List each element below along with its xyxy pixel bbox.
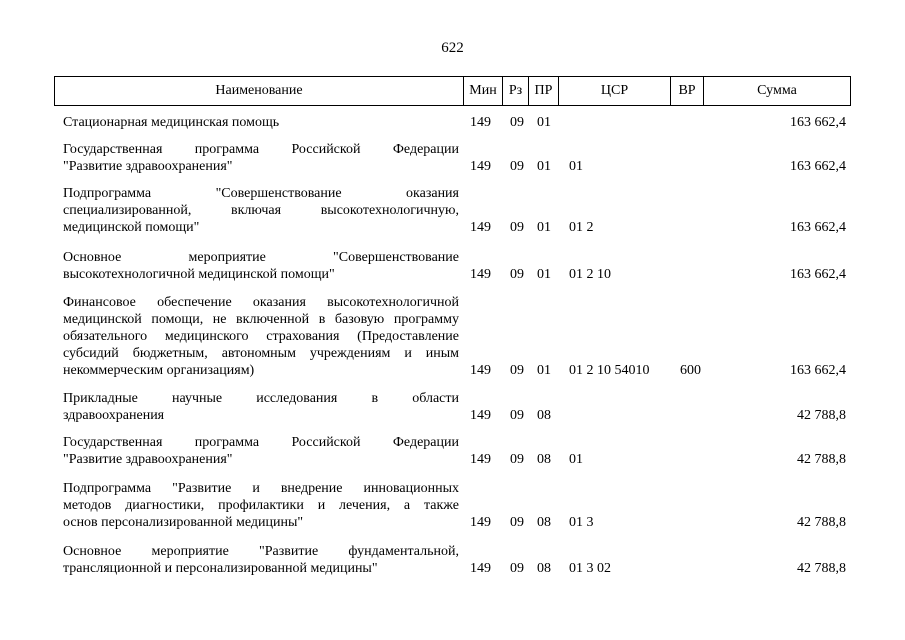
cell-sum: 163 662,4 — [790, 159, 846, 174]
row-name-line: высокотехнологичной медицинской помощи" — [63, 267, 335, 282]
cell-csr: 01 2 10 — [569, 267, 611, 282]
table-row — [0, 543, 905, 577]
table-header — [54, 76, 851, 106]
cell-min: 149 — [470, 115, 491, 130]
cell-csr: 01 3 02 — [569, 561, 611, 576]
cell-csr: 01 — [569, 452, 583, 467]
cell-min: 149 — [470, 220, 491, 235]
cell-rz: 09 — [510, 115, 524, 130]
cell-rz: 09 — [510, 267, 524, 282]
table-row — [0, 434, 905, 468]
header-rz: Рз — [503, 77, 529, 106]
cell-rz: 09 — [510, 452, 524, 467]
row-name-line: Стационарная медицинская помощь — [63, 115, 280, 130]
row-name-line: обязательного медицинского страхования (Предоставление — [63, 329, 459, 344]
cell-csr: 01 2 10 54010 — [569, 363, 650, 378]
cell-pr: 08 — [537, 561, 551, 576]
header-min: Мин — [464, 77, 503, 106]
cell-pr: 01 — [537, 220, 551, 235]
cell-rz: 09 — [510, 515, 524, 530]
cell-vr: 600 — [680, 363, 701, 378]
cell-rz: 09 — [510, 220, 524, 235]
row-name-line: методов диагностики, профилактики и лечения, а также — [63, 498, 459, 513]
cell-pr: 08 — [537, 515, 551, 530]
cell-min: 149 — [470, 408, 491, 423]
table-row — [0, 249, 905, 283]
row-name-line: Основное мероприятие "Развитие фундаментальной, — [63, 544, 459, 559]
table-row — [0, 390, 905, 424]
row-name-line: субсидий бюджетным, автономным учреждениям и иным — [63, 346, 459, 361]
row-name — [63, 294, 459, 379]
row-name — [63, 249, 459, 283]
cell-sum: 42 788,8 — [797, 452, 846, 467]
row-name — [63, 434, 459, 468]
row-name-line: здравоохранения — [63, 408, 165, 423]
cell-pr: 01 — [537, 159, 551, 174]
row-name-line: Основное мероприятие "Совершенствование — [63, 250, 459, 265]
row-name-line: Государственная программа Российской Федерации — [63, 142, 459, 157]
page-number: 622 — [441, 40, 464, 56]
row-name-line: медицинской помощи, не включенной в базовую программу — [63, 312, 459, 327]
row-name — [63, 480, 459, 531]
row-name-line: Прикладные научные исследования в области — [63, 391, 459, 406]
cell-min: 149 — [470, 452, 491, 467]
header-name: Наименование — [55, 77, 464, 106]
cell-min: 149 — [470, 515, 491, 530]
cell-sum: 163 662,4 — [790, 220, 846, 235]
row-name-line: медицинской помощи" — [63, 220, 200, 235]
cell-pr: 01 — [537, 115, 551, 130]
cell-sum: 163 662,4 — [790, 115, 846, 130]
cell-rz: 09 — [510, 561, 524, 576]
cell-min: 149 — [470, 159, 491, 174]
cell-rz: 09 — [510, 363, 524, 378]
cell-pr: 08 — [537, 452, 551, 467]
row-name-line: основ персонализированной медицины" — [63, 515, 304, 530]
cell-rz: 09 — [510, 159, 524, 174]
row-name — [63, 114, 459, 131]
table-row — [0, 480, 905, 531]
cell-sum: 42 788,8 — [797, 561, 846, 576]
cell-pr: 08 — [537, 408, 551, 423]
row-name — [63, 141, 459, 175]
cell-pr: 01 — [537, 363, 551, 378]
cell-csr: 01 2 — [569, 220, 594, 235]
header-vr: ВР — [671, 77, 704, 106]
row-name — [63, 543, 459, 577]
cell-min: 149 — [470, 561, 491, 576]
row-name-line: Подпрограмма "Развитие и внедрение инновационных — [63, 481, 459, 496]
cell-sum: 42 788,8 — [797, 408, 846, 423]
cell-pr: 01 — [537, 267, 551, 282]
row-name — [63, 185, 459, 236]
cell-min: 149 — [470, 267, 491, 282]
cell-sum: 163 662,4 — [790, 267, 846, 282]
row-name-line: некоммерческим организациям) — [63, 363, 255, 378]
cell-min: 149 — [470, 363, 491, 378]
table-row — [0, 141, 905, 175]
row-name-line: трансляционной и персонализированной медицины" — [63, 561, 378, 576]
header-pr: ПР — [529, 77, 559, 106]
cell-sum: 42 788,8 — [797, 515, 846, 530]
row-name — [63, 390, 459, 424]
table-row — [0, 185, 905, 236]
cell-csr: 01 3 — [569, 515, 594, 530]
row-name-line: Государственная программа Российской Федерации — [63, 435, 459, 450]
header-sum: Сумма — [704, 77, 851, 106]
cell-sum: 163 662,4 — [790, 363, 846, 378]
row-name-line: Финансовое обеспечение оказания высокотехнологичной — [63, 295, 459, 310]
cell-csr: 01 — [569, 159, 583, 174]
table-row — [0, 114, 905, 131]
row-name-line: "Развитие здравоохранения" — [63, 159, 233, 174]
cell-rz: 09 — [510, 408, 524, 423]
row-name-line: специализированной, включая высокотехнологичную, — [63, 203, 459, 218]
row-name-line: Подпрограмма "Совершенствование оказания — [63, 186, 459, 201]
row-name-line: "Развитие здравоохранения" — [63, 452, 233, 467]
table-row — [0, 294, 905, 379]
header-csr: ЦСР — [559, 77, 671, 106]
